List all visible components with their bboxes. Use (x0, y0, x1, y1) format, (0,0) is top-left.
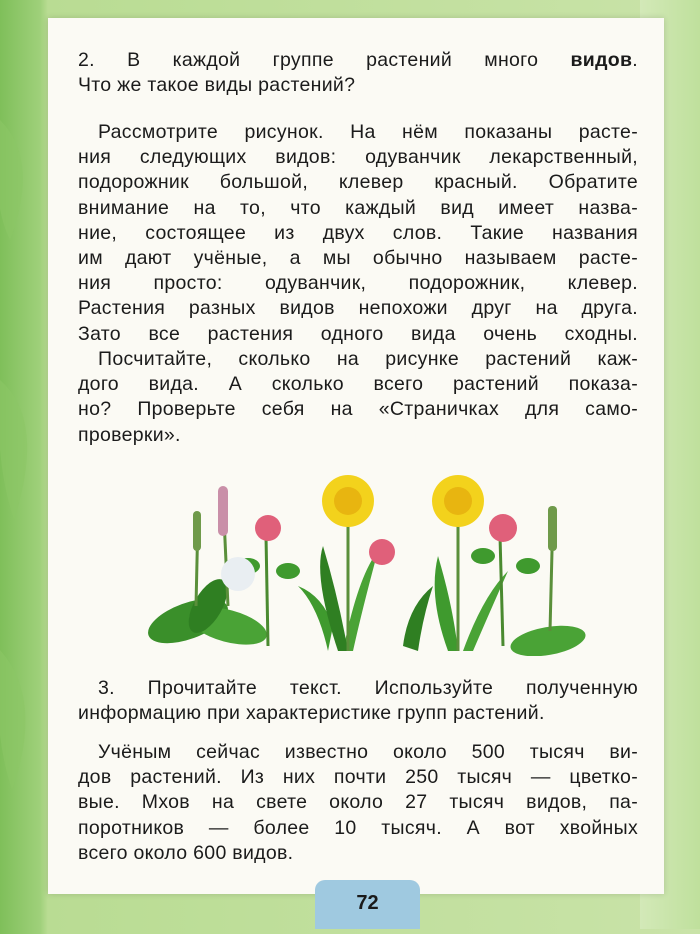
text-line: дов растений. Из них почти 250 тысяч — цветко- (78, 766, 638, 789)
bold-term: видов (570, 49, 633, 71)
text-line: Зато все растения одного вида очень сходны. (78, 322, 638, 345)
text-line: подорожник большой, клевер красный. Обратите (78, 171, 638, 194)
textbook-page (48, 18, 664, 894)
page-number: 72 (356, 892, 379, 914)
clover-icon (471, 514, 588, 656)
text-line: ния следующих видов: одуванчик лекарственный, (78, 146, 638, 169)
section2-paragraph1 (78, 120, 638, 347)
heading-line: 2. В каждой группе растений много видов. (78, 49, 638, 71)
text-line: проверки». (78, 423, 181, 446)
text-line: ние, состоящее из двух слов. Такие названия (78, 221, 638, 244)
text-line: Посчитайте, сколько на рисунке растений каж- (98, 348, 638, 370)
heading-line: 3. Прочитайте текст. Используйте полученную (98, 677, 638, 699)
side-leaf-decoration (0, 0, 48, 929)
heading-line: Что же такое виды растений? (78, 74, 356, 97)
text-line: вые. Мхов на свете около 27 тысяч видов, па- (78, 791, 638, 814)
plantain-icon (548, 506, 557, 631)
text-line: Растения разных видов непохожи друг на друга. (78, 297, 638, 320)
text-line: поротников — более 10 тысяч. А вот хвойных (78, 816, 638, 839)
text-line: но? Проверьте себя на «Страничках для само- (78, 398, 638, 421)
plants-illustration (148, 456, 598, 656)
text-line: всего около 600 видов. (78, 841, 294, 864)
section2-paragraph2 (78, 347, 638, 448)
dandelion-icon (403, 475, 508, 651)
page-number-tab (315, 880, 420, 929)
text-line: Рассмотрите рисунок. На нём показаны расте- (98, 121, 638, 143)
heading-line: информацию при характеристике групп растений. (78, 702, 545, 725)
text-line: им дают учёные, а мы обычно называем расте- (78, 247, 638, 270)
text-line: ния просто: одуванчик, подорожник, клевер. (78, 272, 638, 295)
text-line: дого вида. А сколько всего растений показа- (78, 373, 638, 396)
text-line: внимание на то, что каждый вид имеет назва- (78, 196, 638, 219)
section2-heading (78, 48, 638, 98)
text-line: Учёным сейчас известно около 500 тысяч ви- (98, 741, 638, 763)
section3-paragraph (78, 740, 638, 866)
section3-heading (78, 676, 638, 726)
dandelion-icon (298, 475, 395, 651)
